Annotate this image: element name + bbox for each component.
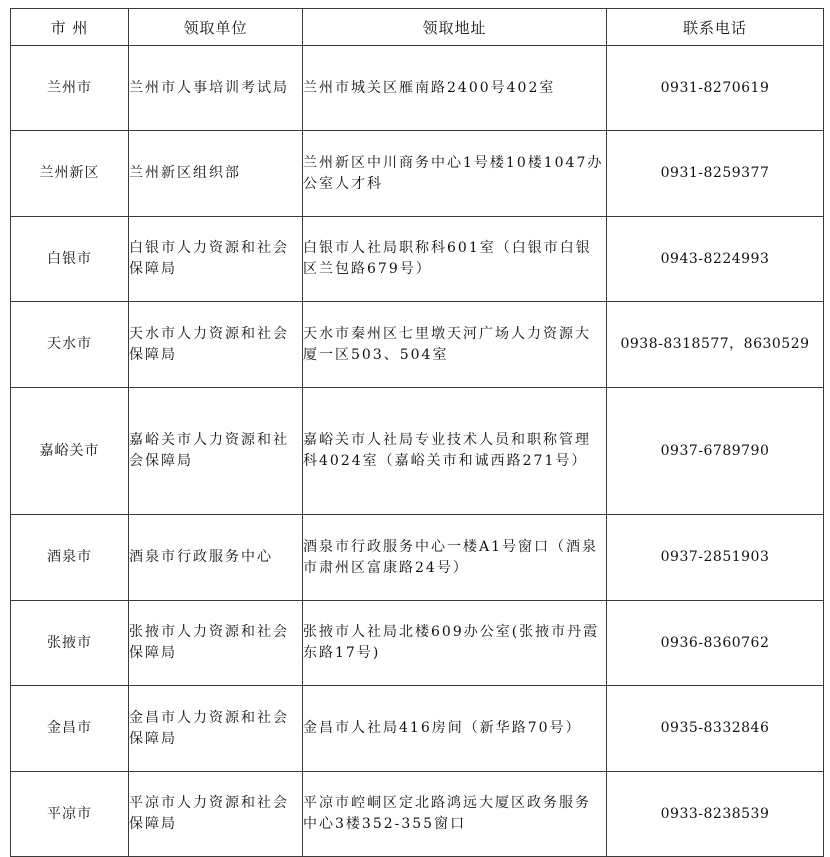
cell-city: 兰州市 [11, 46, 129, 131]
table-header [11, 9, 824, 46]
cell-address: 白银市人社局职称科601室（白银市白银区兰包路679号） [303, 217, 607, 302]
cell-unit: 嘉峪关市人力资源和社会保障局 [129, 388, 303, 515]
cell-address: 金昌市人社局416房间（新华路70号） [303, 686, 607, 772]
cell-unit: 白银市人力资源和社会保障局 [129, 217, 303, 302]
cell-address: 兰州新区中川商务中心1号楼10楼1047办公室人才科 [303, 131, 607, 217]
table-body [11, 46, 824, 857]
header-address: 领取地址 [303, 9, 607, 46]
header-city: 市 州 [11, 9, 129, 46]
cell-phone: 0931-8259377 [607, 131, 824, 217]
table-row [11, 131, 824, 217]
cell-phone: 0937-6789790 [607, 388, 824, 515]
cell-city: 金昌市 [11, 686, 129, 772]
table-row [11, 515, 824, 601]
cell-address: 嘉峪关市人社局专业技术人员和职称管理科4024室（嘉峪关市和诚西路271号） [303, 388, 607, 515]
cell-phone: 0937-2851903 [607, 515, 824, 601]
cell-phone: 0933-8238539 [607, 772, 824, 857]
cell-city: 张掖市 [11, 601, 129, 686]
cell-unit: 金昌市人力资源和社会保障局 [129, 686, 303, 772]
cell-unit: 天水市人力资源和社会保障局 [129, 302, 303, 388]
cell-address: 天水市秦州区七里墩天河广场人力资源大厦一区503、504室 [303, 302, 607, 388]
cell-phone: 0943-8224993 [607, 217, 824, 302]
cell-city: 天水市 [11, 302, 129, 388]
cell-address: 兰州市城关区雁南路2400号402室 [303, 46, 607, 131]
cell-city: 酒泉市 [11, 515, 129, 601]
header-row [11, 9, 824, 46]
cell-city: 白银市 [11, 217, 129, 302]
cell-unit: 兰州新区组织部 [129, 131, 303, 217]
certificate-collection-table [10, 8, 824, 857]
table-row [11, 686, 824, 772]
cell-city: 嘉峪关市 [11, 388, 129, 515]
table-row [11, 46, 824, 131]
table-row [11, 388, 824, 515]
cell-unit: 兰州市人事培训考试局 [129, 46, 303, 131]
table-row [11, 302, 824, 388]
cell-unit: 张掖市人力资源和社会保障局 [129, 601, 303, 686]
cell-unit: 平凉市人力资源和社会保障局 [129, 772, 303, 857]
table-row [11, 601, 824, 686]
table-row [11, 217, 824, 302]
cell-unit: 酒泉市行政服务中心 [129, 515, 303, 601]
cell-address: 平凉市崆峒区定北路鸿远大厦区政务服务中心3楼352-355窗口 [303, 772, 607, 857]
cell-address: 张掖市人社局北楼609办公室(张掖市丹霞东路17号) [303, 601, 607, 686]
header-phone: 联系电话 [607, 9, 824, 46]
table-row [11, 772, 824, 857]
header-unit: 领取单位 [129, 9, 303, 46]
cell-address: 酒泉市行政服务中心一楼A1号窗口（酒泉市肃州区富康路24号） [303, 515, 607, 601]
cell-phone: 0938-8318577，8630529 [607, 302, 824, 388]
cell-phone: 0936-8360762 [607, 601, 824, 686]
cell-city: 平凉市 [11, 772, 129, 857]
cell-phone: 0931-8270619 [607, 46, 824, 131]
cell-city: 兰州新区 [11, 131, 129, 217]
cell-phone: 0935-8332846 [607, 686, 824, 772]
